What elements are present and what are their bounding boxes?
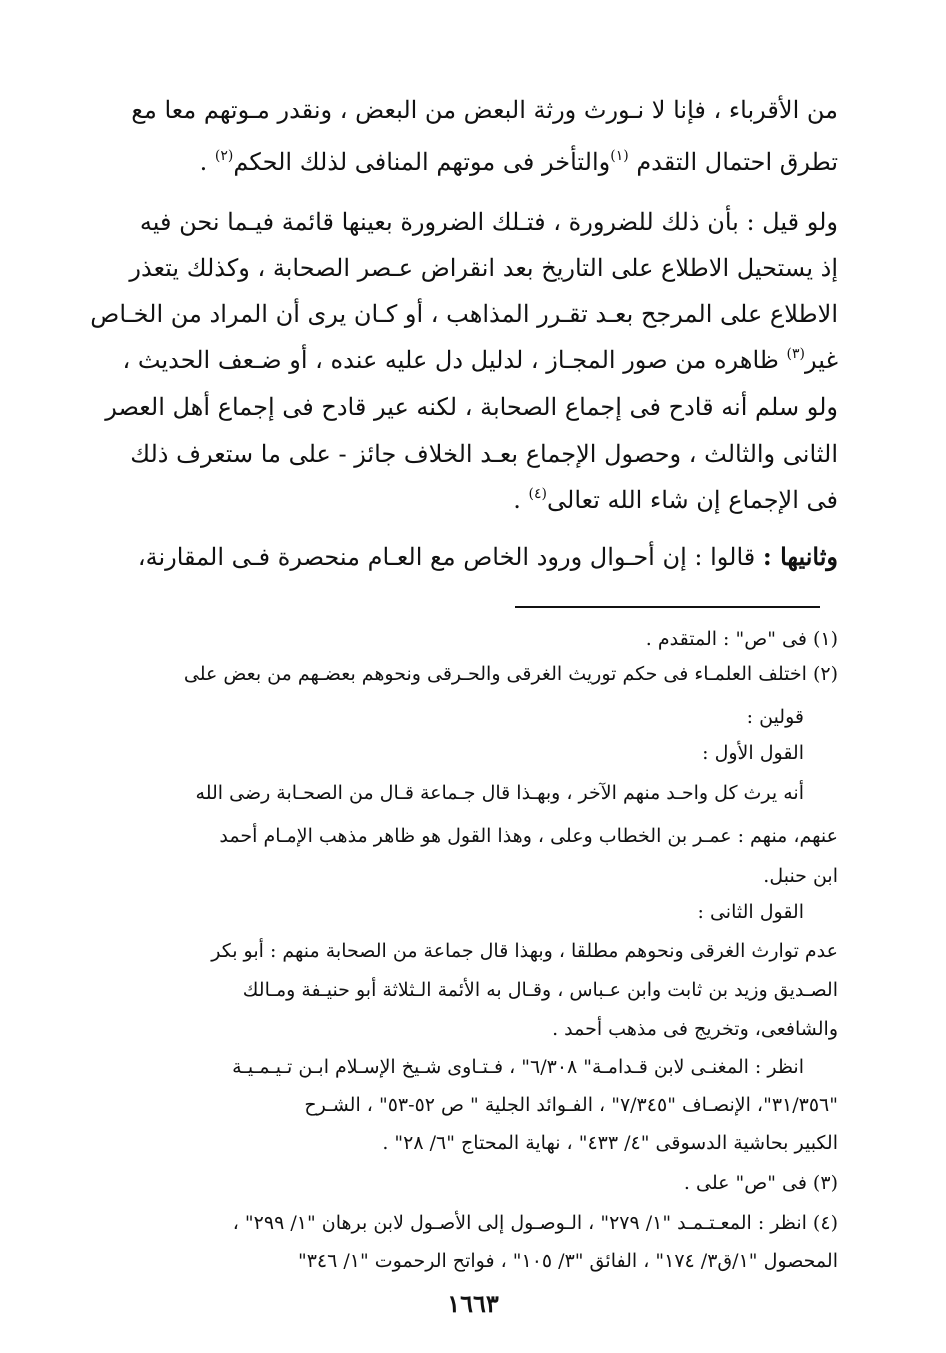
footnote-ref-1: (١) <box>610 148 629 164</box>
body-text: فى الإجماع إن شاء الله تعالى <box>547 486 838 514</box>
footnote-2-reference: الكبير بحاشية الدسوقى "٤/ ٤٣٣" ، نهاية المحتاج "٦/ ٢٨" . <box>382 1132 838 1154</box>
body-text: ظاهره من صور المجـاز ، لدليل دل عليه عنده ، أو ضـعف الحديث ، <box>122 346 787 374</box>
body-line-10 <box>108 542 838 571</box>
body-line-6 <box>108 346 838 374</box>
section-lead: وثانيها : <box>762 542 838 571</box>
body-line-3: ولو قيل : بأن ذلك للضرورة ، فتـلك الضرورة بعينها قائمة فيـما نحن فيه <box>139 208 838 236</box>
footnote-2-heading: القول الثانى : <box>697 901 804 923</box>
body-line-1: من الأقرباء ، فإنا لا نـورث ورثة البعض من البعض ، ونقدر مـوتهم معا مع <box>131 96 838 124</box>
body-line-5: الاطلاع على المرجح بعـد تقـرر المذاهب ، أو كـان يرى أن المراد من الخـاص <box>90 300 838 328</box>
footnote-4-line: (٤) انظر : المعـتـمـد "١/ ٢٧٩" ، الـوصـول إلى الأصـول لابن برهان "١/ ٢٩٩" ، <box>232 1212 838 1234</box>
footnote-ref-4: (٤) <box>528 486 547 502</box>
footnote-2-line: الصـديق وزيد بن ثابت وابن عـباس ، وقـال به الأئمة الـثلاثة أبو حنيـفة ومـالك <box>242 979 838 1001</box>
footnote-2-line: قولين : <box>746 706 804 728</box>
footnote-4-line: المحصول "١/ق٣/ ١٧٤" ، الفائق "٣/ ١٠٥" ، فواتح الرحموت "١/ ٣٤٦" <box>297 1250 838 1272</box>
footnote-3: (٣) فى "ص" على . <box>683 1172 838 1194</box>
footnote-2-heading: القول الأول : <box>702 742 804 764</box>
footnote-separator <box>515 606 820 608</box>
footnote-2-line: والشافعى، وتخريج فى مذهب أحمد . <box>552 1018 838 1040</box>
body-text: قالوا : إن أحـوال ورود الخاص مع العـام منحصرة فـى المقارنة، <box>137 543 763 571</box>
footnote-ref-3: (٣) <box>786 346 805 362</box>
body-text: تطرق احتمال التقدم <box>628 148 838 176</box>
body-text: . <box>199 148 215 176</box>
footnote-2-line: أنه يرث كل واحـد منهم الآخر ، وبهـذا قال جـماعة قـال من الصحـابة رضى الله <box>195 782 804 804</box>
footnote-2-reference: انظر : المغنـى لابن قـدامـة" ٦/٣٠٨" ، فـتـاوى شـيخ الإسـلام ابـن تـيـمـيـة <box>232 1056 804 1078</box>
body-line-2 <box>108 148 838 176</box>
body-line-7: ولو سلم أنه قادح فى إجماع الصحابة ، لكنه عير قادح فى إجماع أهل العصر <box>105 393 838 421</box>
footnote-1: (١) فى "ص" : المتقدم . <box>645 628 838 650</box>
footnote-ref-2: (٢) <box>214 148 234 164</box>
footnote-2-line: عنهم، منهم : عمـر بن الخطاب وعلى ، وهذا القول هو ظاهر مذهب الإمـام أحمد <box>219 825 838 847</box>
body-text: . <box>513 486 529 514</box>
footnote-2-line: (٢) اختلف العلمـاء فى حكم توريث الغرقى والحـرقى ونحوهم بعضـهم من بعض على <box>183 663 838 685</box>
body-line-8: الثانى والثالث ، وحصول الإجماع بعـد الخلاف جائز - على ما ستعرف ذلك <box>130 440 838 468</box>
footnote-2-line: عدم توارث الغرقى ونحوهم مطلقا ، وبهذا قال جماعة من الصحابة منهم : أبو بكر <box>211 940 838 962</box>
body-line-9 <box>108 486 838 514</box>
body-line-4: إذ يستحيل الاطلاع على التاريخ بعد انقراض عـصر الصحابة ، وكذلك يتعذر <box>129 254 838 282</box>
body-text: والتأخر فى موتهم المنافى لذلك الحكم <box>233 148 611 176</box>
footnote-2-reference: "٣١/٣٥٦"، الإنصـاف "٧/٣٤٥" ، الفـوائد الجلية " ص ٥٢-٥٣" ، الشـرح <box>304 1094 838 1116</box>
footnote-2-line: ابن حنبل. <box>763 865 838 887</box>
page-number: ١٦٦٣ <box>447 1289 499 1318</box>
body-text: غير <box>804 346 838 374</box>
